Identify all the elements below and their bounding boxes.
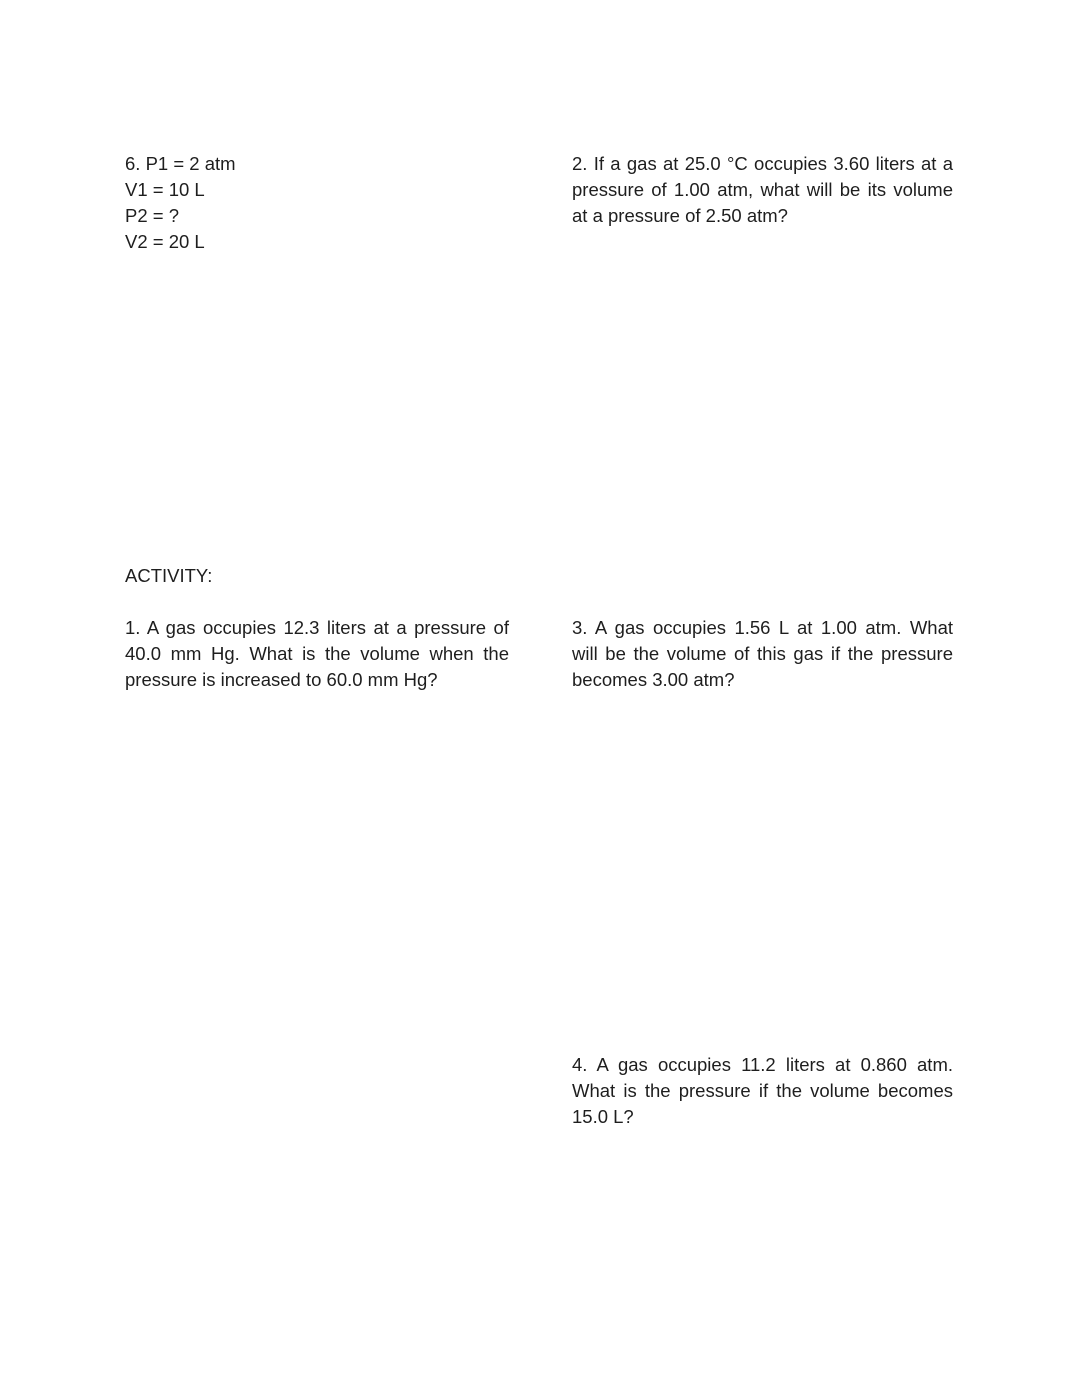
problem-6-line-2: V1 = 10 L bbox=[125, 179, 205, 200]
problem-6-line-1: 6. P1 = 2 atm bbox=[125, 153, 236, 174]
question-4-text: 4. A gas occupies 11.2 liters at 0.860 atm. What is the pressure if the volume becomes 15.0 L? bbox=[572, 1054, 953, 1127]
question-3-text: 3. A gas occupies 1.56 L at 1.00 atm. What will be the volume of this gas if the pressure becomes 3.00 atm? bbox=[572, 617, 953, 690]
question-1-text: 1. A gas occupies 12.3 liters at a pressure of 40.0 mm Hg. What is the volume when the pressure is increased to 60.0 mm Hg? bbox=[125, 617, 509, 690]
problem-6-answer-block bbox=[125, 151, 445, 255]
question-2-text: 2. If a gas at 25.0 °C occupies 3.60 liters at a pressure of 1.00 atm, what will be its volume at a pressure of 2.50 atm? bbox=[572, 153, 953, 226]
activity-heading: ACTIVITY: bbox=[125, 565, 213, 586]
problem-6-line-4: V2 = 20 L bbox=[125, 231, 205, 252]
problem-6-line-3: P2 = ? bbox=[125, 205, 180, 226]
